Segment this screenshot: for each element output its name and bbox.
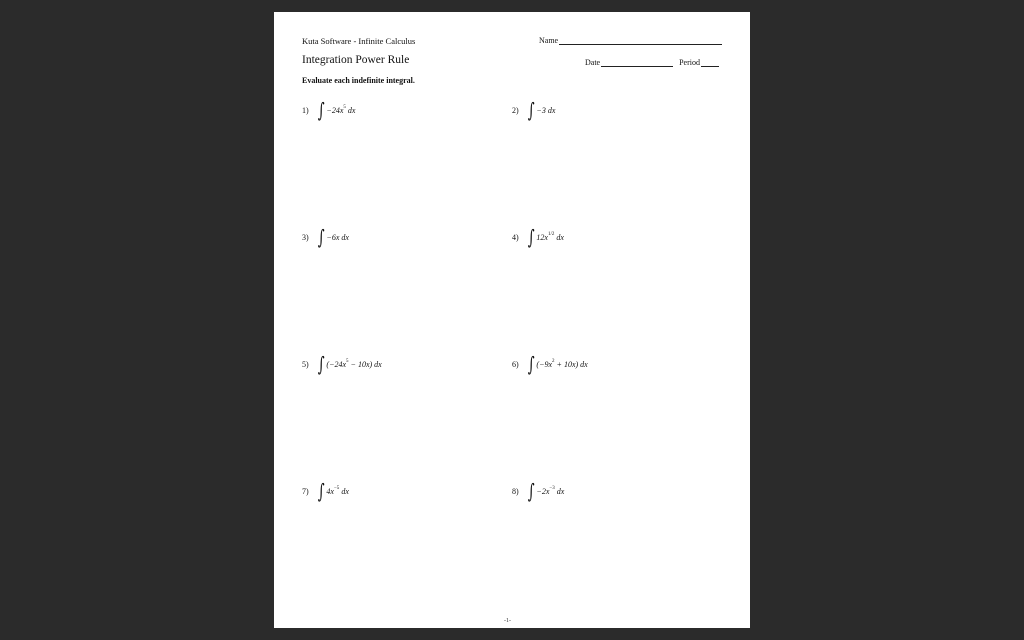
integral-icon: ∫ [527, 479, 535, 503]
integral-icon: ∫ [527, 352, 535, 376]
problem-number: 8) [512, 486, 519, 496]
problem-5 [302, 352, 382, 376]
integral-icon: ∫ [317, 479, 325, 503]
problem-expression: $4x^{-5}$ dx [326, 486, 349, 496]
name-field [539, 36, 722, 45]
integral-icon: ∫ [527, 225, 535, 249]
problem-number: 7) [302, 486, 309, 496]
page-footer: -1- [504, 618, 511, 624]
name-line [559, 36, 722, 45]
problem-number: 4) [512, 232, 519, 242]
problem-8 [512, 479, 565, 503]
problem-number: 1) [302, 105, 309, 115]
integral-icon: ∫ [317, 225, 325, 249]
problem-number: 2) [512, 105, 519, 115]
problem-4 [512, 225, 564, 249]
problem-expression: $12x^{1/2}$ dx [536, 232, 564, 242]
problem-expression: $-2x^{-3}$ dx [536, 486, 565, 496]
problem-6 [512, 352, 588, 376]
date-period-field [585, 58, 719, 67]
problem-number: 3) [302, 232, 309, 242]
instructions: Evaluate each indefinite integral. [302, 76, 415, 85]
period-line [701, 58, 719, 67]
problem-number: 6) [512, 359, 519, 369]
problem-expression: $(-24x^5 - 10x)$ dx [326, 359, 382, 369]
publisher-label: Kuta Software - Infinite Calculus [302, 36, 416, 46]
problem-expression: −6x dx [326, 233, 349, 242]
date-line [601, 58, 673, 67]
period-label: Period [679, 58, 700, 67]
problem-1 [302, 98, 356, 122]
problem-expression: −3 dx [536, 106, 556, 115]
name-label: Name [539, 36, 559, 45]
problem-expression: $(-9x^2 + 10x)$ dx [536, 359, 588, 369]
problem-3 [302, 225, 349, 249]
integral-icon: ∫ [317, 98, 325, 122]
problem-expression: $-24x^5$ dx [326, 105, 356, 115]
problem-2 [512, 98, 556, 122]
integral-icon: ∫ [317, 352, 325, 376]
integral-icon: ∫ [527, 98, 535, 122]
problem-number: 5) [302, 359, 309, 369]
worksheet-title: Integration Power Rule [302, 54, 410, 66]
worksheet-page [274, 12, 750, 628]
date-label: Date [585, 58, 601, 67]
problem-7 [302, 479, 349, 503]
